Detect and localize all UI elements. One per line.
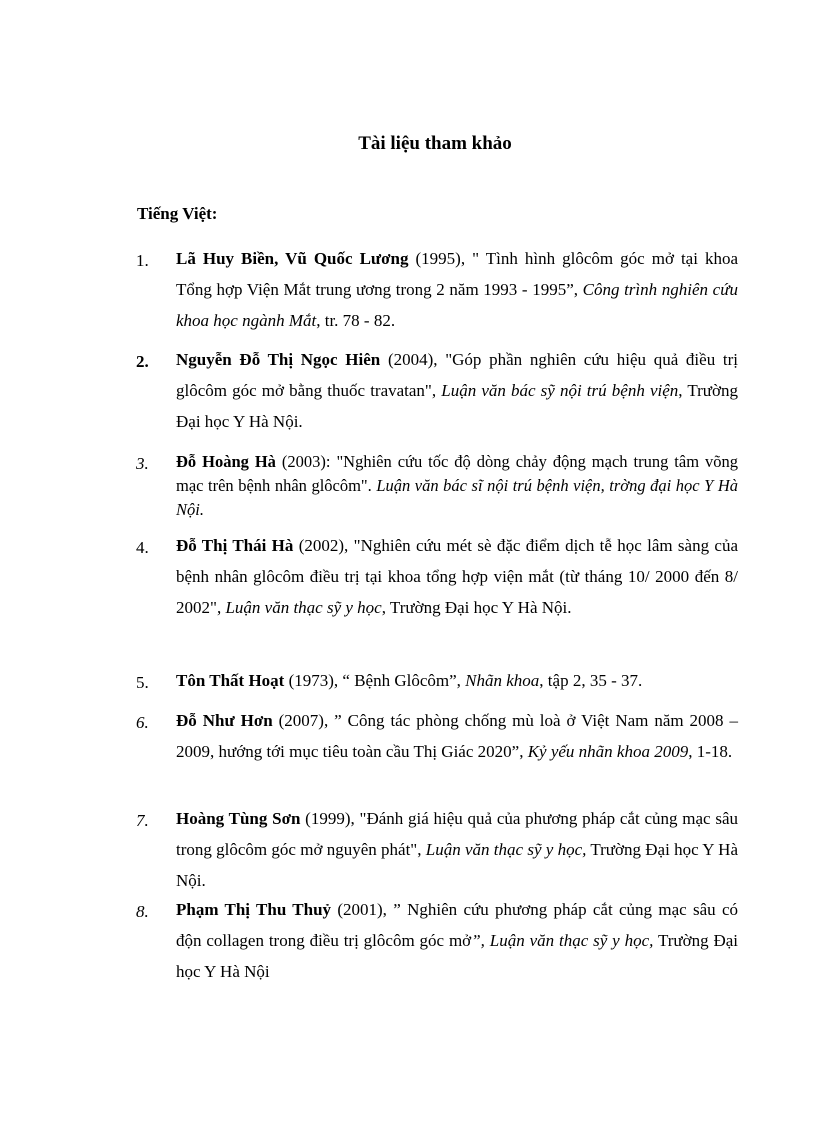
reference-source: Luận văn bác sỹ nội trú bệnh viện	[441, 381, 679, 400]
reference-tail: , tr. 78 - 82.	[316, 311, 396, 330]
reference-text	[176, 803, 738, 896]
reference-body: "Nghiên cứu tốc độ dòng chảy động mạch trung tâm võng mạc trên bệnh nhân glôcôm".	[176, 452, 738, 495]
reference-number: 1.	[136, 251, 149, 270]
reference-authors: Đỗ Thị Thái Hà	[176, 536, 294, 555]
reference-tail: , tập 2, 35 - 37.	[539, 671, 643, 690]
reference-number: 8.	[136, 902, 149, 921]
reference-year: (2007),	[272, 711, 335, 730]
reference-tail: Trường Đại học Y Hà Nội.	[176, 840, 738, 890]
reference-authors: Đỗ Như Hơn	[176, 711, 273, 730]
reference-tail: , 1-18.	[688, 742, 733, 761]
reference-text	[176, 894, 738, 987]
reference-authors: Hoàng Tùng Sơn	[176, 809, 301, 828]
reference-year: (1995),	[408, 249, 473, 268]
reference-body: "Nghiên cứu mét sè đặc điểm dịch tễ học lâm sàng của bệnh nhân glôcôm điều trị tại khoa tổng hợp viện mắt (từ tháng 10/ 2000 đến 8/ 2002",	[176, 536, 739, 617]
reference-number: 3.	[136, 454, 149, 473]
reference-year: (1973),	[284, 671, 343, 690]
reference-source: Kỷ yếu nhãn khoa 2009	[527, 742, 689, 761]
reference-body: ” Nghiên cứu phương pháp cắt củng mạc sâu có độn collagen trong điều trị glôcôm góc mở	[176, 900, 739, 950]
reference-text	[176, 243, 738, 336]
page-title: Tài liệu tham khảo	[358, 133, 512, 154]
reference-number: 7.	[136, 811, 149, 830]
reference-authors: Tôn Thất Hoạt	[176, 671, 285, 690]
reference-tail: , Trường Đại học Y Hà Nội.	[176, 381, 738, 431]
reference-number: 2.	[136, 352, 149, 371]
reference-source: Luận văn bác sĩ nội trú bệnh viện, trờng đại học Y Hà Nội.	[176, 476, 738, 519]
reference-source: Nhãn khoa	[465, 671, 540, 690]
reference-year: (2003):	[275, 452, 337, 471]
reference-number: 4.	[136, 538, 149, 557]
reference-text	[176, 705, 738, 767]
reference-year: (2004),	[380, 350, 446, 369]
reference-authors: Đỗ Hoàng Hà	[176, 452, 276, 471]
reference-authors: Nguyễn Đỗ Thị Ngọc Hiên	[176, 350, 381, 369]
reference-source: Luận văn thạc sỹ y học,	[425, 840, 587, 859]
reference-body: "Đánh giá hiệu quả của phương pháp cắt củng mạc sâu trong glôcôm góc mở nguyên phát",	[176, 809, 738, 859]
reference-authors: Lã Huy Biền, Vũ Quốc Lương	[176, 249, 409, 268]
reference-tail: Trường Đại học Y Hà Nội	[176, 931, 739, 981]
reference-tail: , Trường Đại học Y Hà Nội.	[381, 598, 572, 617]
reference-authors: Phạm Thị Thu Thuỷ	[176, 900, 332, 919]
reference-year: (2002),	[293, 536, 354, 555]
reference-body: " Tình hình glôcôm góc mở tại khoa Tổng hợp Viện Mắt trung ương trong 2 năm 1993 - 1995”,	[176, 249, 739, 299]
section-heading: Tiếng Việt:	[137, 204, 218, 223]
reference-text	[176, 450, 738, 522]
reference-text	[176, 344, 738, 437]
reference-number: 6.	[136, 713, 149, 732]
reference-year: (1999),	[300, 809, 360, 828]
reference-source: ”, Luận văn thạc sỹ y học,	[471, 931, 654, 950]
reference-source: Luận văn thạc sỹ y học	[225, 598, 382, 617]
reference-text	[176, 665, 738, 696]
reference-text	[176, 530, 738, 623]
reference-body: “ Bệnh Glôcôm”,	[342, 671, 466, 690]
reference-body: "Góp phần nghiên cứu hiệu quả điều trị glôcôm góc mở bằng thuốc travatan",	[176, 350, 738, 400]
reference-number: 5.	[136, 673, 149, 692]
reference-body: ” Công tác phòng chống mù loà ở Việt Nam năm 2008 – 2009, hướng tới mục tiêu toàn cầu Thị Giác 2020”,	[176, 711, 738, 761]
reference-year: (2001),	[331, 900, 394, 919]
reference-source: Công trình nghiên cứu khoa học ngành Mắt	[176, 280, 738, 330]
